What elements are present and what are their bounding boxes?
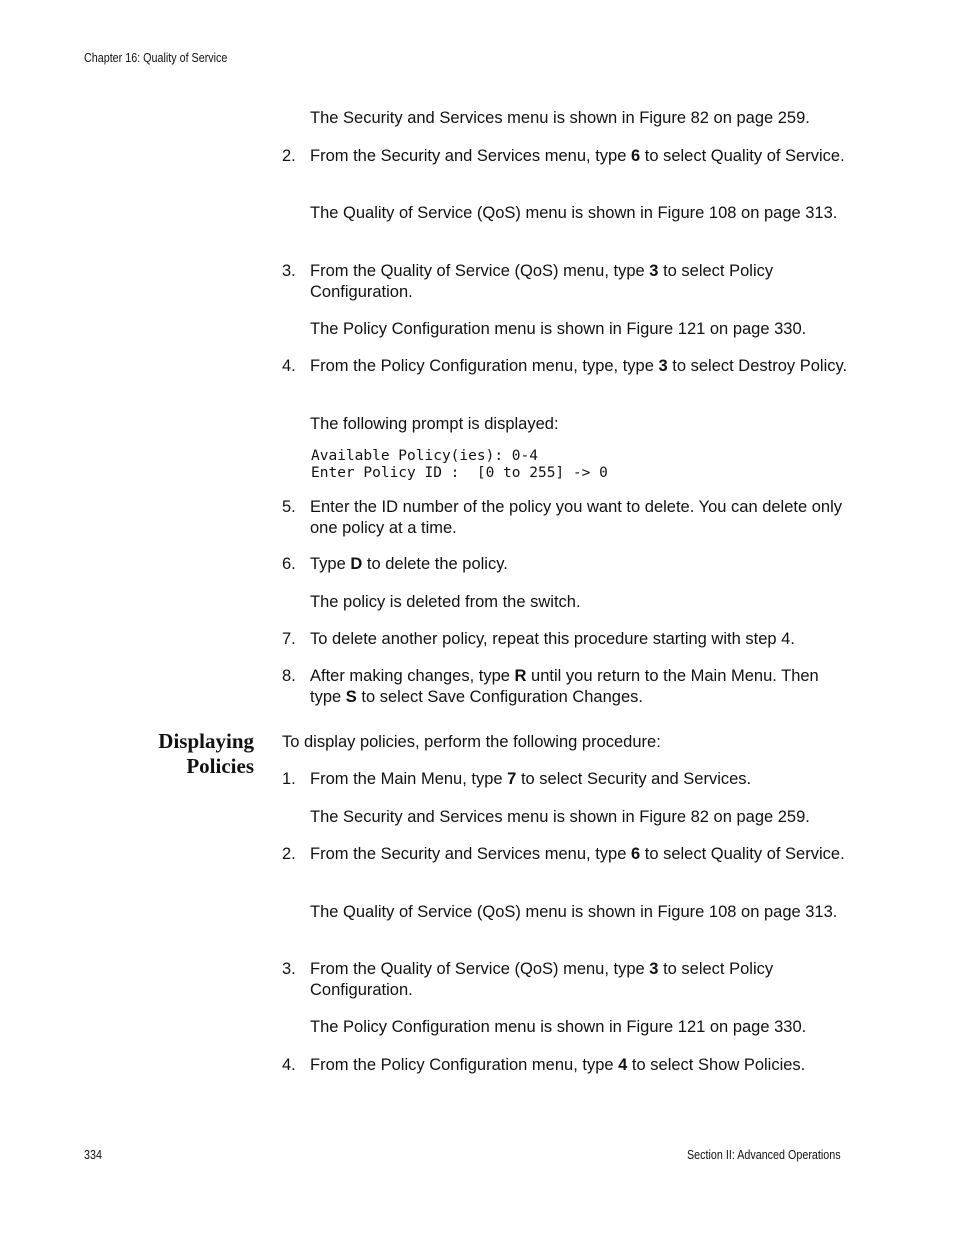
- display-paragraph-security-menu: The Security and Services menu is shown in Figure 82 on page 259.: [310, 808, 810, 826]
- step-number: 3.: [282, 262, 296, 280]
- running-footer-section: Section II: Advanced Operations: [687, 1148, 841, 1162]
- step-number: 7.: [282, 630, 296, 648]
- paragraph-qos-menu: The Quality of Service (QoS) menu is shown in Figure 108 on page 313.: [310, 204, 838, 222]
- step-number: 4.: [282, 1056, 296, 1074]
- display-step-2: From the Security and Services menu, type 6 to select Quality of Service.: [310, 845, 845, 863]
- code-line-2: Enter Policy ID : [0 to 255] -> 0: [311, 465, 608, 481]
- paragraph-policy-config-menu: The Policy Configuration menu is shown in Figure 121 on page 330.: [310, 320, 807, 338]
- key-6: 6: [630, 845, 641, 863]
- step-number: 6.: [282, 555, 296, 573]
- paragraph-prompt: The following prompt is displayed:: [310, 415, 559, 433]
- step-5: Enter the ID number of the policy you want to delete. You can delete only one policy at a time.: [310, 498, 843, 537]
- paragraph-deleted: The policy is deleted from the switch.: [310, 593, 581, 611]
- key-3: 3: [649, 960, 659, 978]
- step-2: From the Security and Services menu, type 6 to select Quality of Service.: [310, 147, 845, 165]
- section-heading: [158, 729, 254, 779]
- paragraph-security-menu: The Security and Services menu is shown in Figure 82 on page 259.: [310, 109, 810, 127]
- step-6: Type D to delete the policy.: [310, 555, 508, 573]
- key-6: 6: [630, 147, 641, 165]
- display-step-3: From the Quality of Service (QoS) menu, type 3 to select Policy Configuration.: [310, 960, 774, 999]
- code-line-1: Available Policy(ies): 0-4: [311, 448, 538, 464]
- step-number: 1.: [282, 770, 296, 788]
- step-7: To delete another policy, repeat this procedure starting with step 4.: [310, 630, 795, 648]
- section-intro: To display policies, perform the following procedure:: [282, 733, 661, 751]
- display-step-1: From the Main Menu, type 7 to select Security and Services.: [310, 770, 752, 788]
- step-number: 3.: [282, 960, 296, 978]
- display-paragraph-qos-menu: The Quality of Service (QoS) menu is shown in Figure 108 on page 313.: [310, 903, 838, 921]
- section-heading-line-1: Displaying: [158, 729, 254, 753]
- step-4: From the Policy Configuration menu, type, type 3 to select Destroy Policy.: [310, 357, 848, 375]
- step-number: 8.: [282, 667, 296, 685]
- display-paragraph-policy-config-menu: The Policy Configuration menu is shown in Figure 121 on page 330.: [310, 1018, 807, 1036]
- running-header: Chapter 16: Quality of Service: [84, 51, 228, 65]
- key-4: 4: [618, 1056, 628, 1074]
- key-r: R: [514, 667, 527, 685]
- page-number: 334: [84, 1148, 102, 1162]
- step-number: 2.: [282, 845, 296, 863]
- step-number: 2.: [282, 147, 296, 165]
- key-7: 7: [507, 770, 517, 788]
- section-heading-line-2: Policies: [186, 754, 254, 778]
- key-3: 3: [649, 262, 659, 280]
- key-d: D: [350, 555, 363, 573]
- display-step-4: From the Policy Configuration menu, type 4 to select Show Policies.: [310, 1056, 806, 1074]
- step-number: 4.: [282, 357, 296, 375]
- key-s: S: [345, 687, 357, 706]
- step-8: After making changes, type R until you return to the Main Menu. Then type S to select Save Configuration Changes.: [310, 667, 819, 706]
- key-3: 3: [658, 357, 668, 375]
- step-3: From the Quality of Service (QoS) menu, type 3 to select Policy Configuration.: [310, 262, 774, 301]
- step-number: 5.: [282, 498, 296, 516]
